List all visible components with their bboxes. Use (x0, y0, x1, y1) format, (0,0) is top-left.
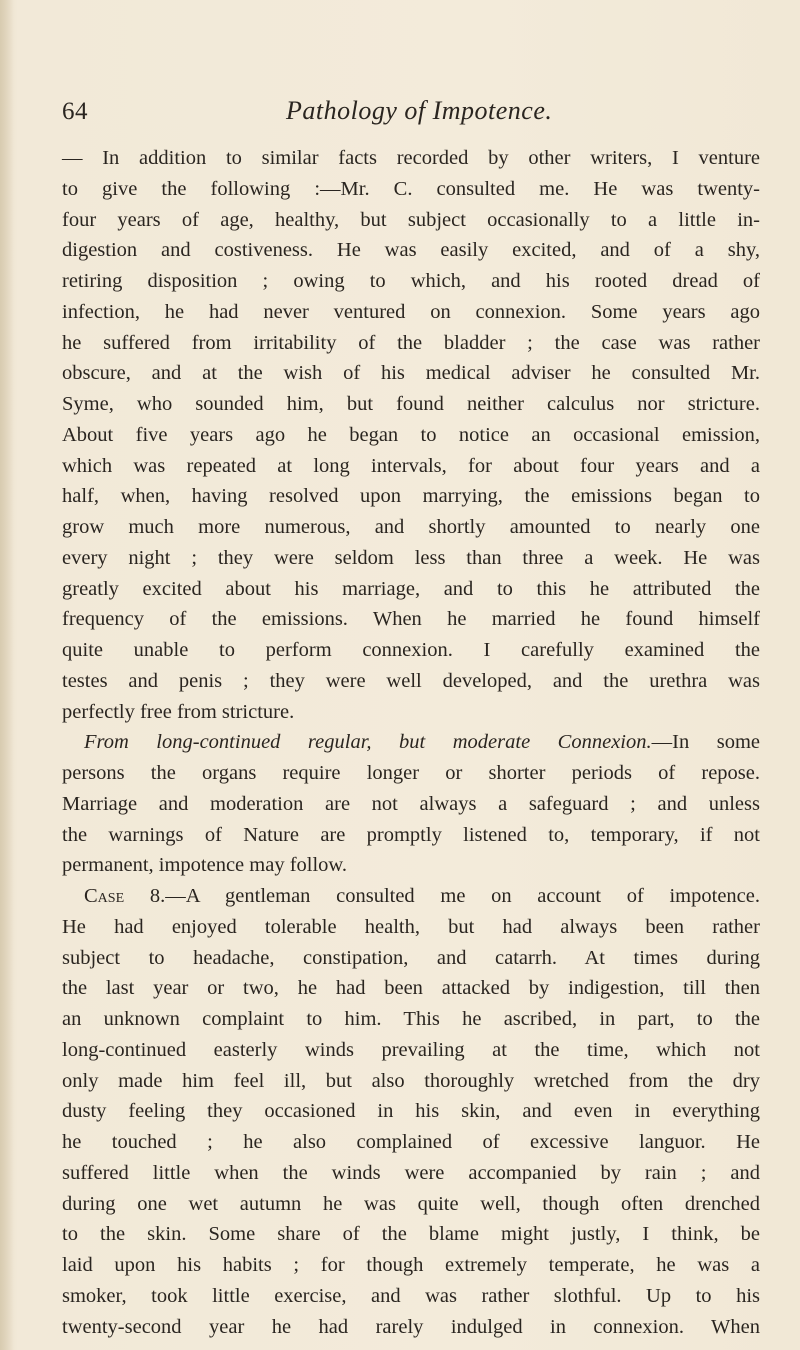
paragraph-case-mr-c (62, 143, 760, 727)
text-line: which was repeated at long intervals, for about four years and a (62, 454, 760, 477)
text-line: quite unable to perform connexion. I carefully examined the (62, 639, 760, 661)
text-line: to give the following :—Mr. C. consulted me. He was twenty- (62, 177, 760, 200)
text-line: Syme, who sounded him, but found neither calculus nor stricture. (62, 393, 760, 415)
text-line (62, 727, 760, 758)
text-line: smoker, took little exercise, and was rather slothful. Up to his (62, 1284, 760, 1307)
page-number: 64 (62, 98, 88, 125)
paragraph-moderate-connexion (62, 727, 760, 881)
text-line: greatly excited about his marriage, and to this he attributed the (62, 577, 760, 600)
text-line: perfectly free from stricture. (62, 700, 295, 723)
text-line: He had enjoyed tolerable health, but had always been rather (62, 915, 760, 938)
text-line: subject to headache, constipation, and catarrh. At times during (62, 946, 760, 969)
text-line: suffered little when the winds were accompanied by rain ; and (62, 1161, 760, 1184)
gutter-shadow (0, 0, 14, 1350)
text-line: four years of age, healthy, but subject occasionally to a little in- (62, 208, 760, 231)
text-line: digestion and costiveness. He was easily excited, and of a shy, (62, 239, 760, 262)
text-line: long-continued easterly winds prevailing at the time, which not (62, 1038, 760, 1061)
text-line: — In addition to similar facts recorded by other writers, I venture (62, 147, 760, 169)
running-head (62, 98, 762, 134)
text-line: to the skin. Some share of the blame might justly, I think, be (62, 1223, 760, 1246)
text-line: persons the organs require longer or shorter periods of repose. (62, 762, 760, 784)
body-text (62, 143, 760, 1342)
text-line: retiring disposition ; owing to which, and his rooted dread of (62, 270, 760, 292)
text-line: About five years ago he began to notice an occasional emission, (62, 423, 760, 446)
text-line: frequency of the emissions. When he married he found himself (62, 608, 760, 631)
text-line: only made him feel ill, but also thoroughly wretched from the dry (62, 1069, 760, 1092)
section-heading: From long-continued regular, but moderate Connexion. (84, 731, 652, 754)
text-line: he touched ; he also complained of excessive languor. He (62, 1131, 760, 1153)
text-line: grow much more numerous, and shortly amounted to nearly one (62, 516, 760, 538)
case-label: Case (84, 885, 125, 907)
text-line: half, when, having resolved upon marrying, the emissions began to (62, 485, 760, 508)
text-line: infection, he had never ventured on connexion. Some years ago (62, 300, 760, 323)
text-line: he suffered from irritability of the bladder ; the case was rather (62, 331, 760, 354)
text-line: an unknown complaint to him. This he ascribed, in part, to the (62, 1008, 760, 1030)
paragraph-case-8 (62, 881, 760, 1342)
text-line: obscure, and at the wish of his medical adviser he consulted Mr. (62, 362, 760, 385)
text-line: twenty-second year he had rarely indulged in connexion. When (62, 1315, 760, 1338)
text-line (62, 881, 760, 912)
text-run: —In some (651, 731, 760, 754)
running-title: Pathology of Impotence. (286, 96, 553, 125)
text-line: laid upon his habits ; for though extremely temperate, he was a (62, 1254, 760, 1276)
text-line: Marriage and moderation are not always a safeguard ; and unless (62, 792, 760, 815)
text-line: testes and penis ; they were well developed, and the urethra was (62, 669, 760, 692)
text-line: permanent, impotence may follow. (62, 854, 348, 877)
text-line: the warnings of Nature are promptly listened to, temporary, if not (62, 823, 760, 846)
text-line: every night ; they were seldom less than three a week. He was (62, 546, 760, 569)
text-line: dusty feeling they occasioned in his skin, and even in everything (62, 1100, 760, 1123)
text-line: the last year or two, he had been attacked by indigestion, till then (62, 977, 760, 1000)
text-line: during one wet autumn he was quite well, though often drenched (62, 1192, 760, 1215)
text-run: 8.—A gentleman consulted me on account of impotence. (124, 885, 760, 907)
